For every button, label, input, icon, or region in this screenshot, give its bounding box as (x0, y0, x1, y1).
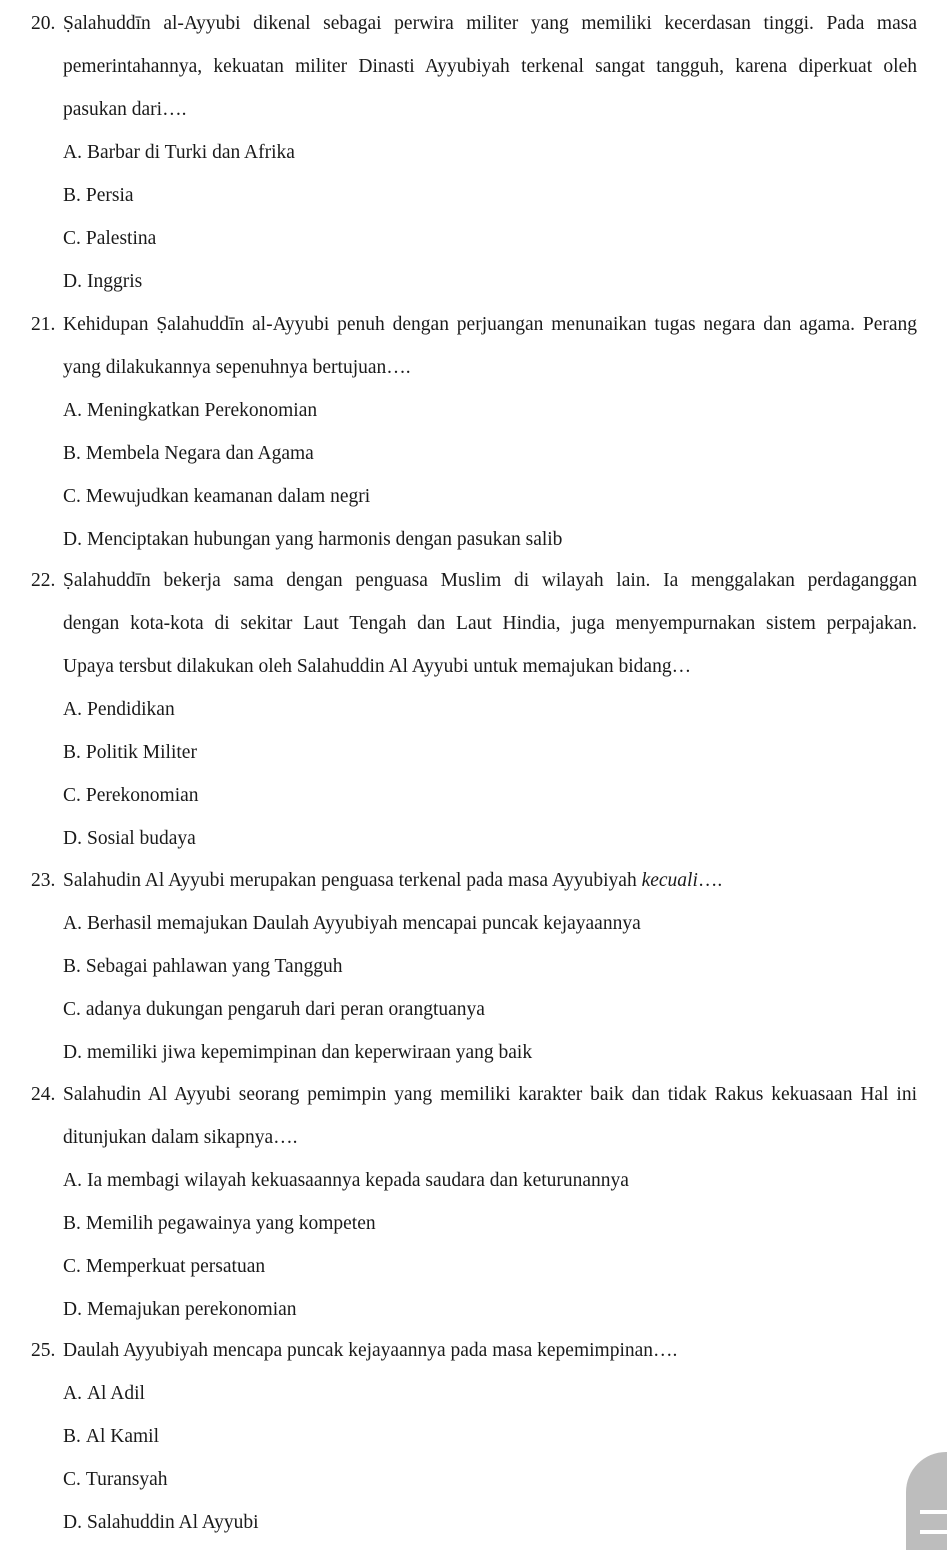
option-text: Politik Militer (85, 742, 197, 763)
question-line: pasukan dari…. (63, 99, 187, 120)
handle-bar (920, 1530, 947, 1534)
question-line: ditunjukan dalam sikapnya…. (63, 1127, 298, 1148)
question-line-suffix: …. (697, 870, 723, 891)
question-emphasis: kecuali (641, 870, 698, 891)
option-b[interactable] (63, 1415, 917, 1458)
question-line: Upaya tersbut dilakukan oleh Salahuddin Al Ayyubi untuk memajukan bidang… (63, 656, 692, 677)
question-21 (31, 303, 917, 561)
option-letter: A. (63, 1383, 82, 1404)
option-a[interactable] (63, 1372, 917, 1415)
question-25 (31, 1329, 917, 1544)
option-a[interactable] (63, 389, 917, 432)
option-letter: A. (63, 913, 82, 934)
question-number: 22. (31, 570, 56, 591)
question-line: Kehidupan Ṣalahuddīn al-Ayyubi penuh dengan perjuangan menunaikan tugas negara dan agama. Perang (63, 314, 917, 335)
option-letter: D. (63, 529, 82, 550)
option-c[interactable] (63, 1245, 917, 1288)
option-text: Salahuddin Al Ayyubi (86, 1512, 259, 1533)
option-text: Sosial budaya (86, 828, 196, 849)
option-b[interactable] (63, 1202, 917, 1245)
question-number: 20. (31, 13, 56, 34)
option-letter: B. (63, 443, 81, 464)
option-text: Ia membagi wilayah kekuasaannya kepada saudara dan keturunannya (86, 1170, 629, 1191)
option-letter: D. (63, 1042, 82, 1063)
option-text: Inggris (86, 271, 143, 292)
question-text (31, 303, 917, 389)
question-number: 24. (31, 1084, 56, 1105)
question-line: pemerintahannya, kekuatan militer Dinasti Ayyubiyah terkenal sangat tangguh, karena diperkuat oleh (63, 56, 917, 77)
option-text: Menciptakan hubungan yang harmonis dengan pasukan salib (86, 529, 563, 550)
option-text: Pendidikan (86, 699, 175, 720)
question-text (31, 559, 917, 688)
option-text: adanya dukungan pengaruh dari peran orangtuanya (85, 999, 485, 1020)
option-c[interactable] (63, 774, 917, 817)
option-b[interactable] (63, 731, 917, 774)
option-list (31, 688, 917, 860)
option-text: Al Adil (86, 1383, 145, 1404)
question-20 (31, 2, 917, 303)
question-line (63, 859, 917, 902)
handle-bar (920, 1510, 947, 1514)
question-24 (31, 1073, 917, 1331)
option-c[interactable] (63, 217, 917, 260)
option-c[interactable] (63, 475, 917, 518)
option-b[interactable] (63, 432, 917, 475)
option-letter: D. (63, 271, 82, 292)
option-list (31, 902, 917, 1074)
option-letter: C. (63, 999, 81, 1020)
option-letter: B. (63, 956, 81, 977)
option-letter: A. (63, 142, 82, 163)
question-text (31, 2, 917, 131)
option-letter: A. (63, 1170, 82, 1191)
option-letter: C. (63, 1256, 81, 1277)
option-c[interactable] (63, 988, 917, 1031)
question-number: 25. (31, 1340, 56, 1361)
question-text (31, 859, 917, 902)
option-letter: B. (63, 742, 81, 763)
question-line: yang dilakukannya sepenuhnya bertujuan…. (63, 357, 411, 378)
option-text: Memajukan perekonomian (86, 1299, 297, 1320)
option-d[interactable] (63, 817, 917, 860)
question-line: Daulah Ayyubiyah mencapa puncak kejayaannya pada masa kepemimpinan…. (63, 1340, 678, 1361)
option-text: Meningkatkan Perekonomian (86, 400, 318, 421)
option-letter: C. (63, 486, 81, 507)
option-list (31, 1372, 917, 1544)
option-d[interactable] (63, 518, 917, 561)
option-a[interactable] (63, 688, 917, 731)
option-text: Al Kamil (85, 1426, 160, 1447)
option-letter: D. (63, 1299, 82, 1320)
option-d[interactable] (63, 1501, 917, 1544)
option-a[interactable] (63, 131, 917, 174)
question-text (31, 1073, 917, 1159)
question-22 (31, 559, 917, 860)
option-d[interactable] (63, 1031, 917, 1074)
option-letter: D. (63, 828, 82, 849)
question-line: Ṣalahuddīn al-Ayyubi dikenal sebagai perwira militer yang memiliki kecerdasan tinggi. Pada masa (63, 13, 917, 34)
question-text (31, 1329, 917, 1372)
option-letter: B. (63, 185, 81, 206)
option-list (31, 389, 917, 561)
option-letter: C. (63, 228, 81, 249)
option-list (31, 1159, 917, 1331)
option-a[interactable] (63, 1159, 917, 1202)
option-d[interactable] (63, 1288, 917, 1331)
option-letter: B. (63, 1213, 81, 1234)
option-text: Turansyah (85, 1469, 168, 1490)
option-text: memiliki jiwa kepemimpinan dan keperwiraan yang baik (86, 1042, 533, 1063)
option-text: Palestina (85, 228, 157, 249)
question-line-prefix: Salahudin Al Ayyubi merupakan penguasa terkenal pada masa Ayyubiyah (63, 870, 642, 891)
option-letter: C. (63, 785, 81, 806)
option-text: Memperkuat persatuan (85, 1256, 266, 1277)
option-text: Membela Negara dan Agama (85, 443, 314, 464)
question-line: Ṣalahuddīn bekerja sama dengan penguasa Muslim di wilayah lain. Ia menggalakan perdaganggan (63, 570, 917, 591)
option-d[interactable] (63, 260, 917, 303)
option-list (31, 131, 917, 303)
option-letter: C. (63, 1469, 81, 1490)
option-text: Persia (85, 185, 134, 206)
option-letter: A. (63, 699, 82, 720)
option-text: Sebagai pahlawan yang Tangguh (85, 956, 343, 977)
option-text: Perekonomian (85, 785, 199, 806)
question-23 (31, 859, 917, 1074)
option-c[interactable] (63, 1458, 917, 1501)
option-text: Berhasil memajukan Daulah Ayyubiyah mencapai puncak kejayaannya (86, 913, 641, 934)
question-number: 23. (31, 870, 56, 891)
option-text: Memilih pegawainya yang kompeten (85, 1213, 376, 1234)
option-text: Mewujudkan keamanan dalam negri (85, 486, 371, 507)
option-text: Barbar di Turki dan Afrika (86, 142, 295, 163)
option-b[interactable] (63, 174, 917, 217)
option-b[interactable] (63, 945, 917, 988)
option-letter: B. (63, 1426, 81, 1447)
option-a[interactable] (63, 902, 917, 945)
question-line: dengan kota-kota di sekitar Laut Tengah dan Laut Hindia, juga menyempurnakan sistem perpajakan. (63, 613, 917, 634)
question-line: Salahudin Al Ayyubi seorang pemimpin yang memiliki karakter baik dan tidak Rakus kekuasaan Hal ini (63, 1084, 917, 1105)
option-letter: D. (63, 1512, 82, 1533)
question-number: 21. (31, 314, 56, 335)
option-letter: A. (63, 400, 82, 421)
